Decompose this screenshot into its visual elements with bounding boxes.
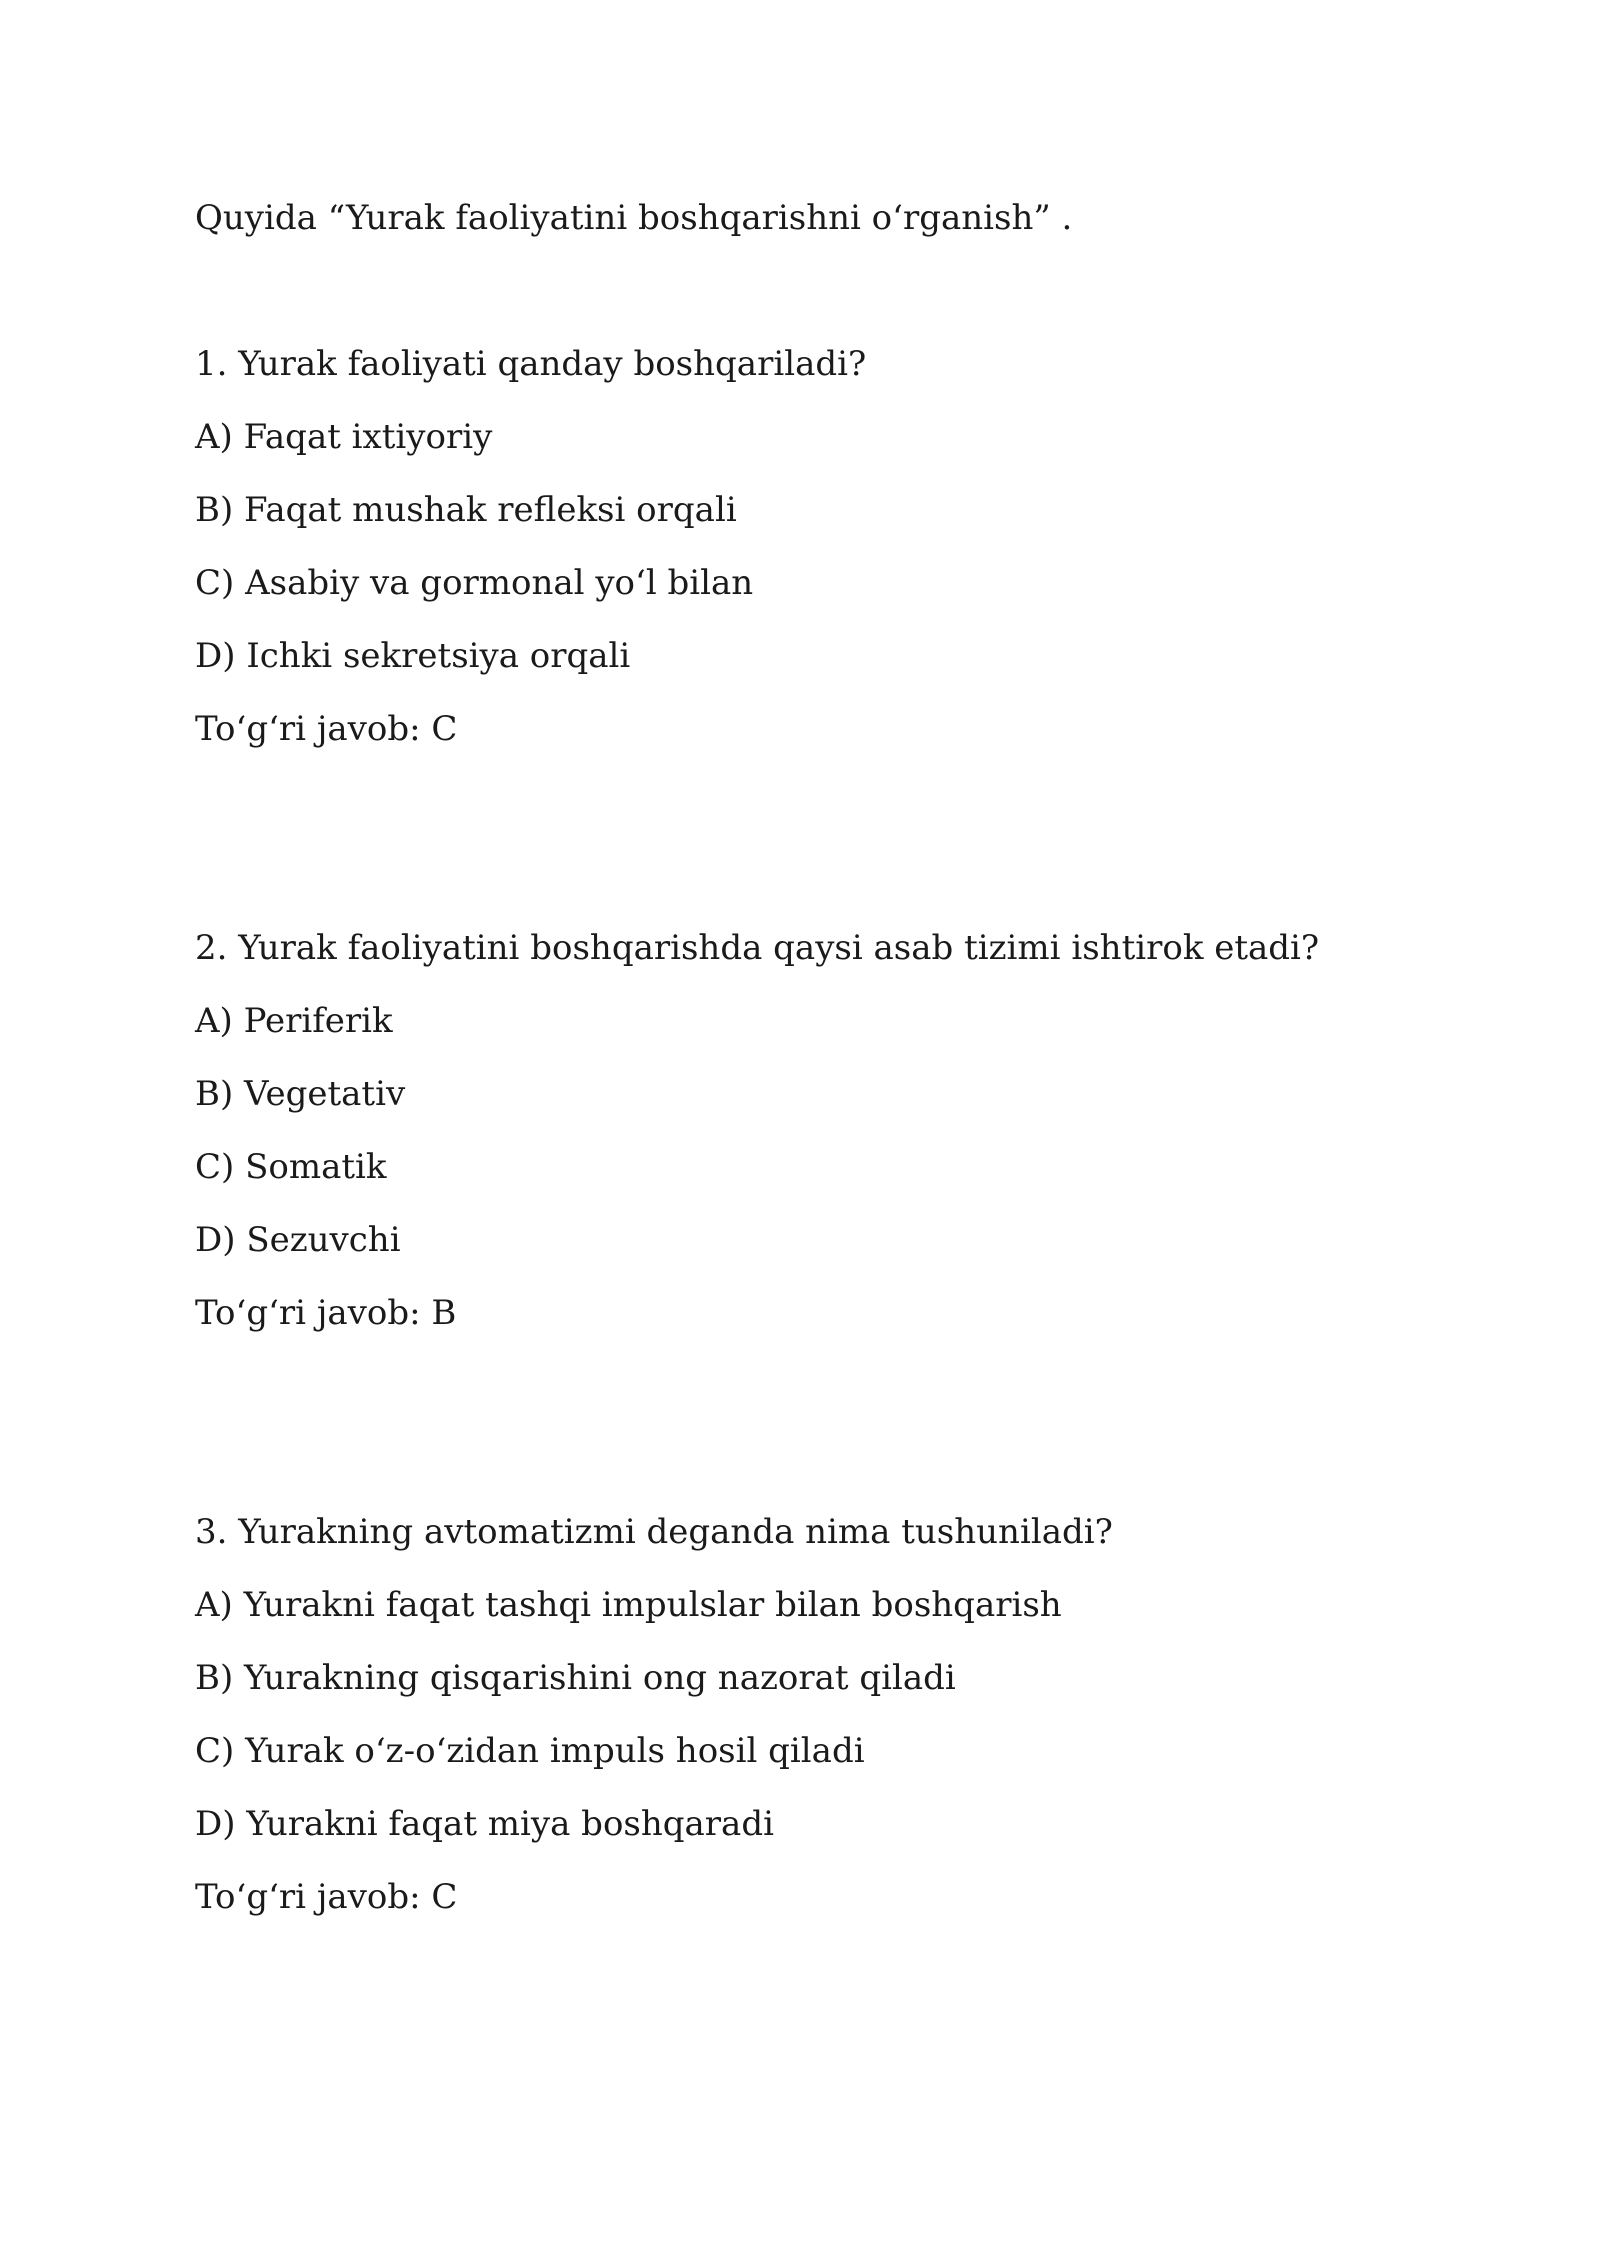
question-text: 3. Yurakning avtomatizmi deganda nima tushuniladi? — [195, 1512, 1113, 1552]
option-c: C) Somatik — [195, 1147, 387, 1187]
option-d: D) Ichki sekretsiya orqali — [195, 636, 631, 676]
option-a: A) Yurakni faqat tashqi impulslar bilan boshqarish — [195, 1585, 1062, 1625]
option-d: D) Yurakni faqat miya boshqaradi — [195, 1804, 774, 1844]
question-3 — [195, 1496, 1445, 1934]
option-b: B) Faqat mushak refleksi orqali — [195, 490, 737, 530]
option-a: A) Periferik — [195, 1001, 393, 1041]
option-b: B) Vegetativ — [195, 1074, 406, 1114]
question-text: 1. Yurak faoliyati qanday boshqariladi? — [195, 344, 867, 384]
question-1 — [195, 328, 1445, 766]
document-page — [195, 182, 1445, 1934]
intro-text: Quyida “Yurak faoliyatini boshqarishni oʻrganish” . — [195, 198, 1073, 238]
correct-answer: Toʻgʻri javob: B — [195, 1293, 457, 1333]
option-c: C) Yurak oʻz-oʻzidan impuls hosil qiladi — [195, 1731, 865, 1771]
question-2 — [195, 912, 1445, 1350]
option-d: D) Sezuvchi — [195, 1220, 401, 1260]
option-c: C) Asabiy va gormonal yoʻl bilan — [195, 563, 754, 603]
option-a: A) Faqat ixtiyoriy — [195, 417, 493, 457]
question-text: 2. Yurak faoliyatini boshqarishda qaysi asab tizimi ishtirok etadi? — [195, 928, 1320, 968]
correct-answer: Toʻgʻri javob: C — [195, 1877, 458, 1917]
option-b: B) Yurakning qisqarishini ong nazorat qiladi — [195, 1658, 956, 1698]
correct-answer: Toʻgʻri javob: C — [195, 709, 458, 749]
